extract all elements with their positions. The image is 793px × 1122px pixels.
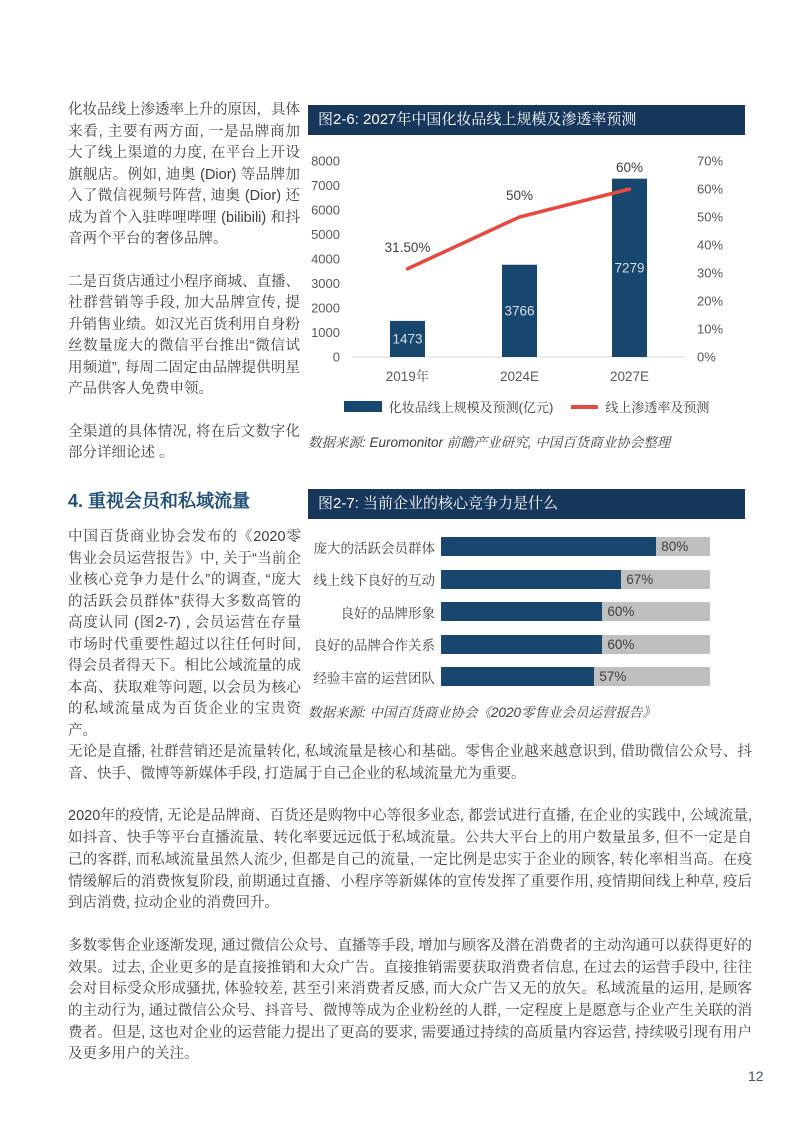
bar-swatch-icon <box>344 401 382 412</box>
left-axis-tick-label: 0 <box>332 349 340 365</box>
bar-row-label: 线上线下良好的互动 <box>313 573 435 588</box>
bar-row <box>308 602 745 621</box>
line-swatch-icon <box>571 405 598 409</box>
bar-row <box>308 667 745 686</box>
left-axis-tick-label: 3000 <box>311 276 340 291</box>
bar-fill <box>441 602 602 621</box>
line-value-label: 31.50% <box>384 239 431 255</box>
category-label: 2027E <box>609 369 650 384</box>
bar-track <box>441 635 710 654</box>
left-text-column <box>68 100 300 486</box>
page-number: 12 <box>748 1068 764 1084</box>
body-text-column <box>68 742 752 1087</box>
bar-row-label: 良好的品牌形象 <box>340 605 435 621</box>
bar-row <box>308 570 745 589</box>
right-axis-tick-label: 40% <box>697 237 724 253</box>
legend-item-bar <box>344 397 554 416</box>
right-axis-tick-label: 0% <box>697 349 716 365</box>
section-heading: 4. 重视会员和私域流量 <box>68 491 251 511</box>
figure27-source: 数据来源: 中国百货商业协会《2020零售业会员运营报告》 <box>308 705 657 720</box>
right-axis-tick-label: 10% <box>697 321 724 337</box>
category-label: 2019年 <box>385 369 430 384</box>
body-paragraph: 无论是直播, 社群营销还是流量转化, 私域流量是核心和基础。零售企业越来越意识到, 借助微信公众号、抖音、快手、微博等新媒体手段, 打造属于自己企业的私域流量尤为重要。 <box>68 744 752 782</box>
bar-row-label: 庞大的活跃会员群体 <box>313 540 435 556</box>
bar-track <box>441 667 710 686</box>
left-axis-tick-label: 5000 <box>311 227 340 242</box>
bar-track <box>441 537 710 556</box>
combo-chart <box>308 135 745 387</box>
bar-row-label: 良好的品牌合作关系 <box>313 638 435 653</box>
bar-value-label: 1473 <box>392 331 423 347</box>
paragraph: 化妆品线上渗透率上升的原因，具体来看, 主要有两方面, 一是品牌商加大了线上渠道的力度, 在平台上开设旗舰店。例如, 迪奥 (Dior) 等品牌加入了微信视频号阵营, 迪奥 (Dior) 还成为首个入驻哔哩哔哩 (bilibili) 和抖音两个平台的奢侈品牌。 <box>68 102 300 247</box>
figure26-header <box>308 105 745 135</box>
left-axis-tick-label: 1000 <box>311 325 340 340</box>
right-axis-tick-label: 70% <box>697 153 724 169</box>
left-axis-tick-label: 6000 <box>311 202 340 218</box>
figure27-title: 图2-7: 当前企业的核心竞争力是什么 <box>318 495 559 512</box>
legend-item-line <box>571 397 709 416</box>
section-paragraph: 中国百货商业协会发布的《2020零售业会员运营报告》中, 关于“当前企业核心竞争力是什么”的调查, “庞大的活跃会员群体”获得大多数高管的高度认同 (图2-7) , 会员运营在存量市场时代重要性超过以往任何时间, 得会员者得天下。相比公域流量的成本高、获取难等问题, 以会员为核心的私域流量成为百货企业的宝贵资产。 <box>68 529 301 739</box>
bar-track <box>441 602 710 621</box>
left-axis-tick-label: 8000 <box>311 153 340 169</box>
category-label: 2024E <box>499 369 540 384</box>
bar-fill <box>441 635 602 654</box>
bar-value-label: 7279 <box>614 260 645 276</box>
bar-value-label: 57% <box>599 669 627 684</box>
left-axis-tick-label: 4000 <box>311 251 340 267</box>
legend-bar-label: 化妆品线上规模及预测(亿元) <box>388 400 554 415</box>
figure26-source: 数据来源: Euromonitor 前瞻产业研究, 中国百货商业协会整理 <box>308 435 671 450</box>
bar-track <box>441 570 710 589</box>
bar-value-label: 67% <box>626 571 654 587</box>
body-paragraph: 多数零售企业逐渐发现, 通过微信公众号、直播等手段, 增加与顾客及潜在消费者的主动沟通可以获得更好的效果。过去, 企业更多的是直接推销和大众广告。直接推销需要获取消费者信息, 在过去的运营手段中, 往往会对目标受众形成骚扰, 体验较差, 甚至引来消费者反感, 而大众广告又无的放矢。私域流量的运用, 是顾客的主动行为, 通过微信公众号、抖音号、微博等成为企业粉丝的人群, 一定程度上是愿意与企业产生关联的消费者。但是, 这也对企业的运营能力提出了更高的要求, 需要通过持续的高质量内容运营, 持续吸引现有用户及更多用户的关注。 <box>68 937 752 1063</box>
legend-line-label: 线上渗透率及预测 <box>605 400 710 415</box>
figure26-legend <box>308 397 745 416</box>
bar-fill <box>441 667 594 686</box>
right-axis-tick-label: 30% <box>697 265 724 281</box>
bar-value-label: 60% <box>607 604 635 619</box>
bar-value-label: 3766 <box>504 303 535 319</box>
left-axis-tick-label: 7000 <box>311 178 340 193</box>
figure27-bars <box>308 537 745 686</box>
body-paragraph: 2020年的疫情, 无论是品牌商、百货还是购物中心等很多业态, 都尝试进行直播, 在企业的实践中, 公域流量, 如抖音、快手等平台直播流量、转化率要远远低于私域流量。公共大平台上的用户数量虽多, 但不一定是自己的客群, 而私域流量虽然人流少, 但都是自己的流量, 一定比例是忠实于企业的顾客, 转化率相当高。在疫情缓解后的消费恢复阶段, 前期通过直播、小程序等新媒体的宣传发挥了重要作用, 疫情期间线上种草, 疫后到店消费, 拉动企业的消费回升。 <box>68 808 752 912</box>
right-axis-tick-label: 20% <box>697 293 724 309</box>
bar-value-label: 80% <box>661 539 689 554</box>
paragraph: 二是百货店通过小程序商城、直播、社群营销等手段, 加大品牌宣传, 提升销售业绩。如汉光百货利用自身粉丝数量庞大的微信平台推出“微信试用频道”, 每周二固定由品牌提供明星产品供客人免费申领。 <box>68 273 300 397</box>
right-axis-tick-label: 50% <box>697 209 724 225</box>
paragraph: 全渠道的具体情况, 将在后文数字化部分详细论述 。 <box>68 423 300 461</box>
right-axis-tick-label: 60% <box>697 181 724 197</box>
figure27-header <box>308 489 745 519</box>
line-value-label: 60% <box>615 160 644 175</box>
figure27-panel <box>308 489 745 721</box>
figure26-title: 图2-6: 2027年中国化妆品线上规模及渗透率预测 <box>318 111 637 128</box>
bar-fill <box>441 570 621 589</box>
left-axis-tick-label: 2000 <box>311 300 340 316</box>
bar-value-label: 60% <box>607 636 635 652</box>
bar-fill <box>441 537 656 556</box>
figure26-panel <box>308 105 745 451</box>
line-value-label: 50% <box>505 188 534 203</box>
bar-row <box>308 537 745 556</box>
bar-row-label: 经验丰富的运营团队 <box>313 670 435 686</box>
bar-row <box>308 635 745 654</box>
